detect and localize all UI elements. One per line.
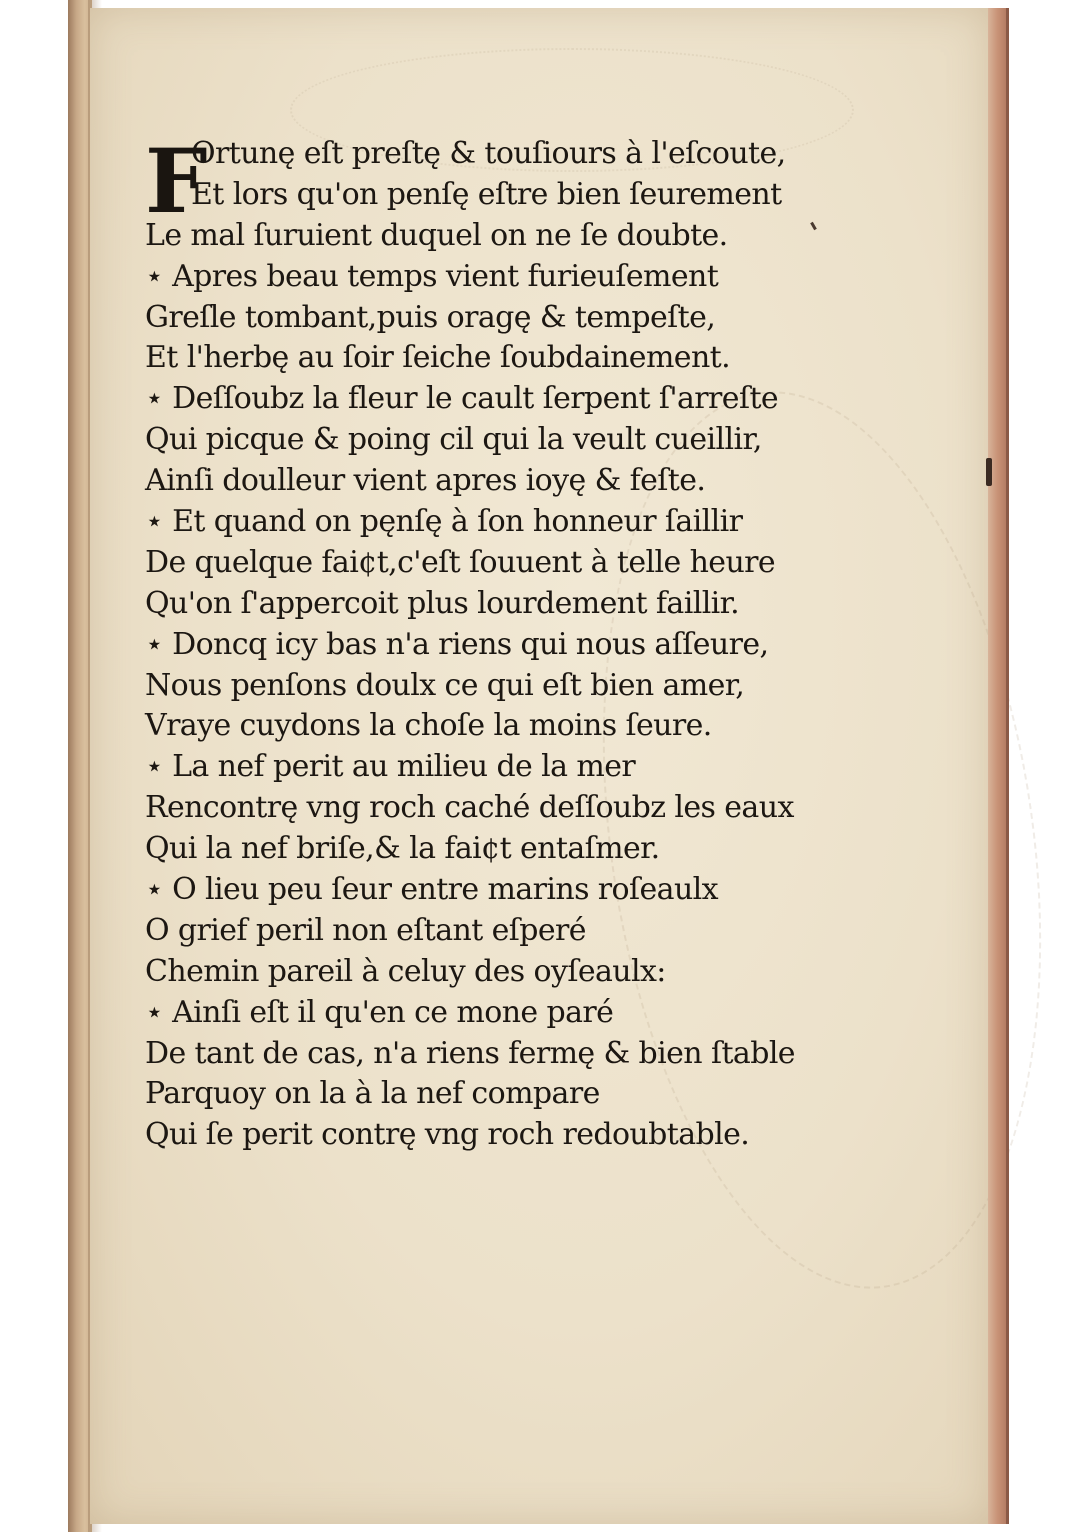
- poem-line-24: Parquoy on la à la nef compare: [145, 1076, 600, 1112]
- poem-line-7: ⋆ Deſſoubz la fleur le cault ſerpent ſ'arreſte: [145, 381, 779, 417]
- poem-line-10: ⋆ Et quand on pęnſę à ſon honneur ſaillir: [145, 504, 743, 540]
- poem-line-4: ⋆ Apres beau temps vient furieuſement: [145, 258, 719, 294]
- poem-line-8: Qui picque & poing cil qui la veult cueillir,: [145, 422, 762, 458]
- poem-line-16: ⋆ La nef perit au milieu de la mer: [145, 749, 636, 785]
- poem-line-3: Le mal ſuruient duquel on ne ſe doubte.: [145, 217, 728, 253]
- poem-line-13: ⋆ Doncq icy bas n'a riens qui nous aſſeure,: [145, 626, 769, 662]
- poem-line-21: Chemin pareil à celuy des oyſeaulx:: [145, 953, 666, 989]
- page-edge-line: [1006, 8, 1009, 1524]
- poem-line-5: Greſle tombant,puis oragę & tempeſte,: [145, 299, 716, 335]
- poem-line-25: Qui ſe perit contrę vng roch redoubtable.: [145, 1117, 750, 1153]
- poem-text: [145, 129, 975, 1156]
- poem-line-22: ⋆ Ainſi eſt il qu'en ce mone paré: [145, 994, 614, 1030]
- edge-mark: [986, 458, 992, 486]
- poem-line-15: Vraye cuydons la choſe la moins ſeure.: [145, 708, 712, 744]
- poem-line-23: De tant de cas, n'a riens fermę & bien ſtable: [145, 1035, 795, 1071]
- drop-cap-letter: F: [145, 129, 208, 233]
- poem-line-20: O grief peril non eſtant eſperé: [145, 912, 586, 948]
- poem-line-6: Et l'herbę au ſoir ſeiche ſoubdainement.: [145, 340, 731, 376]
- poem-line-17: Rencontrę vng roch caché deſſoubz les eaux: [145, 790, 794, 826]
- page-edge-right: [988, 8, 1006, 1524]
- poem-line-2: Et lors qu'on penſę eſtre bien ſeurement: [191, 176, 782, 212]
- poem-line-9: Ainſi doulleur vient apres ioyę & feſte.: [145, 463, 706, 499]
- poem-line-14: Nous penſons doulx ce qui eſt bien amer,: [145, 667, 745, 703]
- poem-line-18: Qui la nef briſe,& la fai¢t entaſmer.: [145, 831, 660, 867]
- poem-line-19: ⋆ O lieu peu ſeur entre marins roſeaulx: [145, 872, 718, 908]
- poem-line-11: De quelque fai¢t,c'eſt ſouuent à telle heure: [145, 544, 776, 580]
- poem-line-12: Qu'on ſ'appercoit plus lourdement faillir.: [145, 585, 740, 621]
- poem-line-1: Ortunę eſt preſtę & touſiours à l'eſcoute,: [191, 136, 786, 171]
